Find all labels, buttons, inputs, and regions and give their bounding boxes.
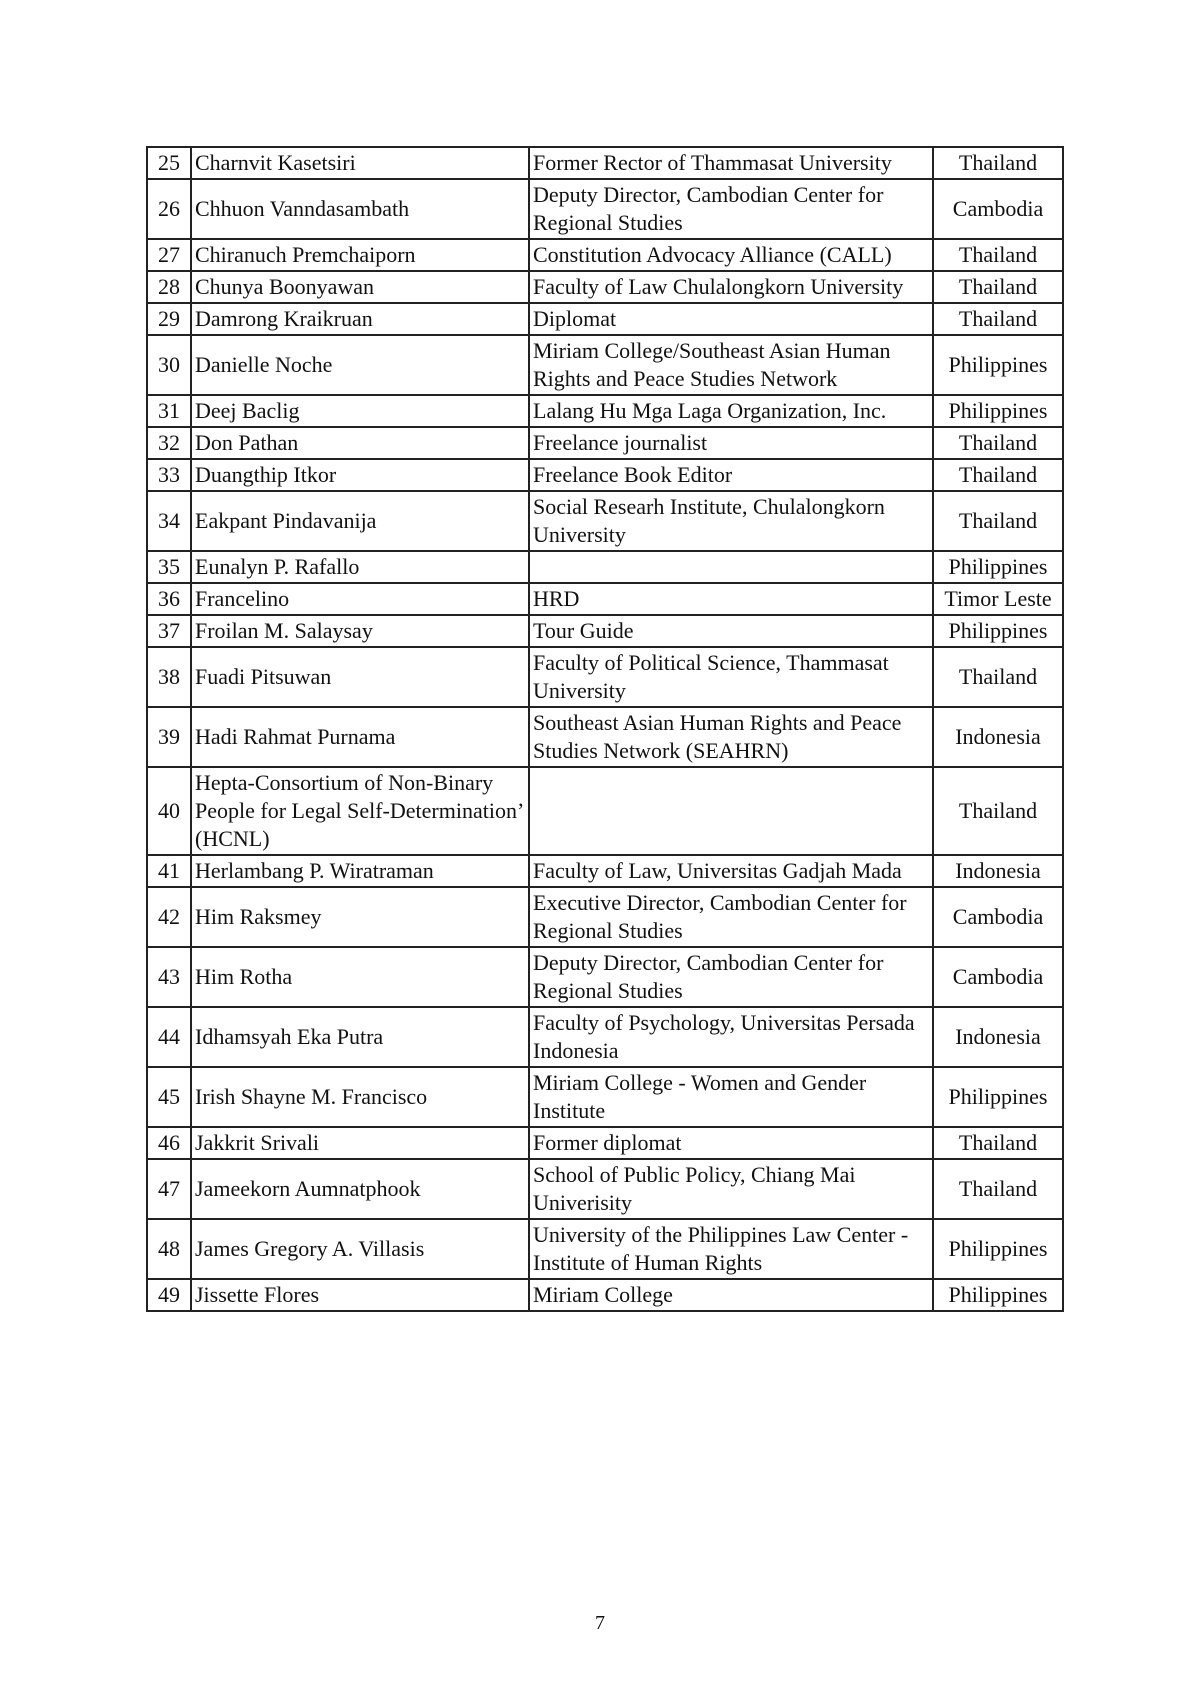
- table-row: [147, 947, 1063, 1007]
- signatory-affiliation: Miriam College/Southeast Asian Human Rights and Peace Studies Network: [529, 335, 933, 395]
- row-number: 31: [147, 395, 191, 427]
- row-number: 45: [147, 1067, 191, 1127]
- signatory-name: Duangthip Itkor: [191, 459, 529, 491]
- table-row: [147, 239, 1063, 271]
- table-row: [147, 615, 1063, 647]
- signatory-country: Timor Leste: [933, 583, 1063, 615]
- table-row: [147, 1159, 1063, 1219]
- signatory-affiliation: Faculty of Political Science, Thammasat University: [529, 647, 933, 707]
- table-row: [147, 179, 1063, 239]
- table-row: [147, 395, 1063, 427]
- table-body: [147, 147, 1063, 1311]
- signatory-country: Thailand: [933, 271, 1063, 303]
- signatory-name: Damrong Kraikruan: [191, 303, 529, 335]
- row-number: 44: [147, 1007, 191, 1067]
- row-number: 42: [147, 887, 191, 947]
- table-row: [147, 767, 1063, 855]
- signatory-country: Thailand: [933, 1127, 1063, 1159]
- signatory-affiliation: Social Researh Institute, Chulalongkorn University: [529, 491, 933, 551]
- signatory-affiliation: Diplomat: [529, 303, 933, 335]
- signatory-name: Him Raksmey: [191, 887, 529, 947]
- signatory-affiliation: Freelance journalist: [529, 427, 933, 459]
- signatory-name: Don Pathan: [191, 427, 529, 459]
- signatory-country: Philippines: [933, 1067, 1063, 1127]
- signatory-affiliation: Faculty of Law, Universitas Gadjah Mada: [529, 855, 933, 887]
- signatory-name: Jissette Flores: [191, 1279, 529, 1311]
- table-row: [147, 855, 1063, 887]
- row-number: 30: [147, 335, 191, 395]
- signatory-country: Thailand: [933, 239, 1063, 271]
- row-number: 39: [147, 707, 191, 767]
- row-number: 37: [147, 615, 191, 647]
- signatory-name: Froilan M. Salaysay: [191, 615, 529, 647]
- table-row: [147, 1007, 1063, 1067]
- signatory-affiliation: School of Public Policy, Chiang Mai Univerisity: [529, 1159, 933, 1219]
- signatory-affiliation: Faculty of Law Chulalongkorn University: [529, 271, 933, 303]
- signatory-affiliation: Executive Director, Cambodian Center for Regional Studies: [529, 887, 933, 947]
- signatory-affiliation: Freelance Book Editor: [529, 459, 933, 491]
- signatory-country: Cambodia: [933, 887, 1063, 947]
- signatory-country: Thailand: [933, 427, 1063, 459]
- signatory-country: Philippines: [933, 335, 1063, 395]
- row-number: 46: [147, 1127, 191, 1159]
- signatory-name: Herlambang P. Wiratraman: [191, 855, 529, 887]
- signatory-country: Indonesia: [933, 855, 1063, 887]
- row-number: 48: [147, 1219, 191, 1279]
- signatory-name: Hepta-Consortium of Non-Binary People for Legal Self-Determination’ (HCNL): [191, 767, 529, 855]
- row-number: 28: [147, 271, 191, 303]
- signatory-country: Indonesia: [933, 707, 1063, 767]
- signatory-country: Thailand: [933, 767, 1063, 855]
- signatory-affiliation: HRD: [529, 583, 933, 615]
- signatory-name: Eakpant Pindavanija: [191, 491, 529, 551]
- signatory-country: Thailand: [933, 459, 1063, 491]
- signatory-name: Hadi Rahmat Purnama: [191, 707, 529, 767]
- table-row: [147, 1067, 1063, 1127]
- signatory-name: Jakkrit Srivali: [191, 1127, 529, 1159]
- signatory-country: Cambodia: [933, 179, 1063, 239]
- signatory-affiliation: Lalang Hu Mga Laga Organization, Inc.: [529, 395, 933, 427]
- signatory-country: Indonesia: [933, 1007, 1063, 1067]
- row-number: 47: [147, 1159, 191, 1219]
- signatory-country: Thailand: [933, 303, 1063, 335]
- signatory-country: Philippines: [933, 615, 1063, 647]
- signatory-name: Fuadi Pitsuwan: [191, 647, 529, 707]
- signatory-name: Danielle Noche: [191, 335, 529, 395]
- row-number: 33: [147, 459, 191, 491]
- signatory-affiliation: Miriam College: [529, 1279, 933, 1311]
- signatory-country: Thailand: [933, 1159, 1063, 1219]
- table-row: [147, 551, 1063, 583]
- signatory-affiliation: Southeast Asian Human Rights and Peace Studies Network (SEAHRN): [529, 707, 933, 767]
- signatory-affiliation: [529, 551, 933, 583]
- signatory-affiliation: Constitution Advocacy Alliance (CALL): [529, 239, 933, 271]
- table-row: [147, 1219, 1063, 1279]
- table-row: [147, 427, 1063, 459]
- row-number: 29: [147, 303, 191, 335]
- signatory-name: Chunya Boonyawan: [191, 271, 529, 303]
- row-number: 40: [147, 767, 191, 855]
- signatory-affiliation: Former Rector of Thammasat University: [529, 147, 933, 179]
- signatory-country: Thailand: [933, 647, 1063, 707]
- table-row: [147, 707, 1063, 767]
- signatory-country: Thailand: [933, 147, 1063, 179]
- table-row: [147, 271, 1063, 303]
- signatory-name: Deej Baclig: [191, 395, 529, 427]
- signatory-country: Philippines: [933, 1219, 1063, 1279]
- row-number: 25: [147, 147, 191, 179]
- signatory-name: Jameekorn Aumnatphook: [191, 1159, 529, 1219]
- signatory-country: Philippines: [933, 395, 1063, 427]
- signatory-name: Idhamsyah Eka Putra: [191, 1007, 529, 1067]
- row-number: 38: [147, 647, 191, 707]
- signatory-affiliation: Tour Guide: [529, 615, 933, 647]
- row-number: 41: [147, 855, 191, 887]
- signatory-name: Chhuon Vanndasambath: [191, 179, 529, 239]
- signatory-affiliation: Faculty of Psychology, Universitas Persada Indonesia: [529, 1007, 933, 1067]
- signatory-country: Philippines: [933, 1279, 1063, 1311]
- signatory-name: Eunalyn P. Rafallo: [191, 551, 529, 583]
- table-row: [147, 491, 1063, 551]
- signatory-name: Him Rotha: [191, 947, 529, 1007]
- signatory-affiliation: Deputy Director, Cambodian Center for Regional Studies: [529, 179, 933, 239]
- row-number: 36: [147, 583, 191, 615]
- table-row: [147, 1127, 1063, 1159]
- row-number: 26: [147, 179, 191, 239]
- signatory-affiliation: Miriam College - Women and Gender Institute: [529, 1067, 933, 1127]
- row-number: 34: [147, 491, 191, 551]
- signatory-country: Philippines: [933, 551, 1063, 583]
- signatory-name: Chiranuch Premchaiporn: [191, 239, 529, 271]
- table-row: [147, 147, 1063, 179]
- row-number: 32: [147, 427, 191, 459]
- signatory-affiliation: University of the Philippines Law Center - Institute of Human Rights: [529, 1219, 933, 1279]
- table-row: [147, 303, 1063, 335]
- page-number: 7: [595, 1612, 605, 1634]
- table-row: [147, 583, 1063, 615]
- row-number: 43: [147, 947, 191, 1007]
- table-row: [147, 459, 1063, 491]
- signatory-affiliation: Former diplomat: [529, 1127, 933, 1159]
- signatory-affiliation: Deputy Director, Cambodian Center for Regional Studies: [529, 947, 933, 1007]
- signatory-country: Cambodia: [933, 947, 1063, 1007]
- table-row: [147, 1279, 1063, 1311]
- table-row: [147, 887, 1063, 947]
- row-number: 35: [147, 551, 191, 583]
- signatory-name: Charnvit Kasetsiri: [191, 147, 529, 179]
- signatory-name: Irish Shayne M. Francisco: [191, 1067, 529, 1127]
- table-row: [147, 647, 1063, 707]
- signatory-name: James Gregory A. Villasis: [191, 1219, 529, 1279]
- row-number: 49: [147, 1279, 191, 1311]
- signatory-table: [146, 146, 1064, 1312]
- signatory-affiliation: [529, 767, 933, 855]
- table-row: [147, 335, 1063, 395]
- signatory-country: Thailand: [933, 491, 1063, 551]
- row-number: 27: [147, 239, 191, 271]
- signatory-name: Francelino: [191, 583, 529, 615]
